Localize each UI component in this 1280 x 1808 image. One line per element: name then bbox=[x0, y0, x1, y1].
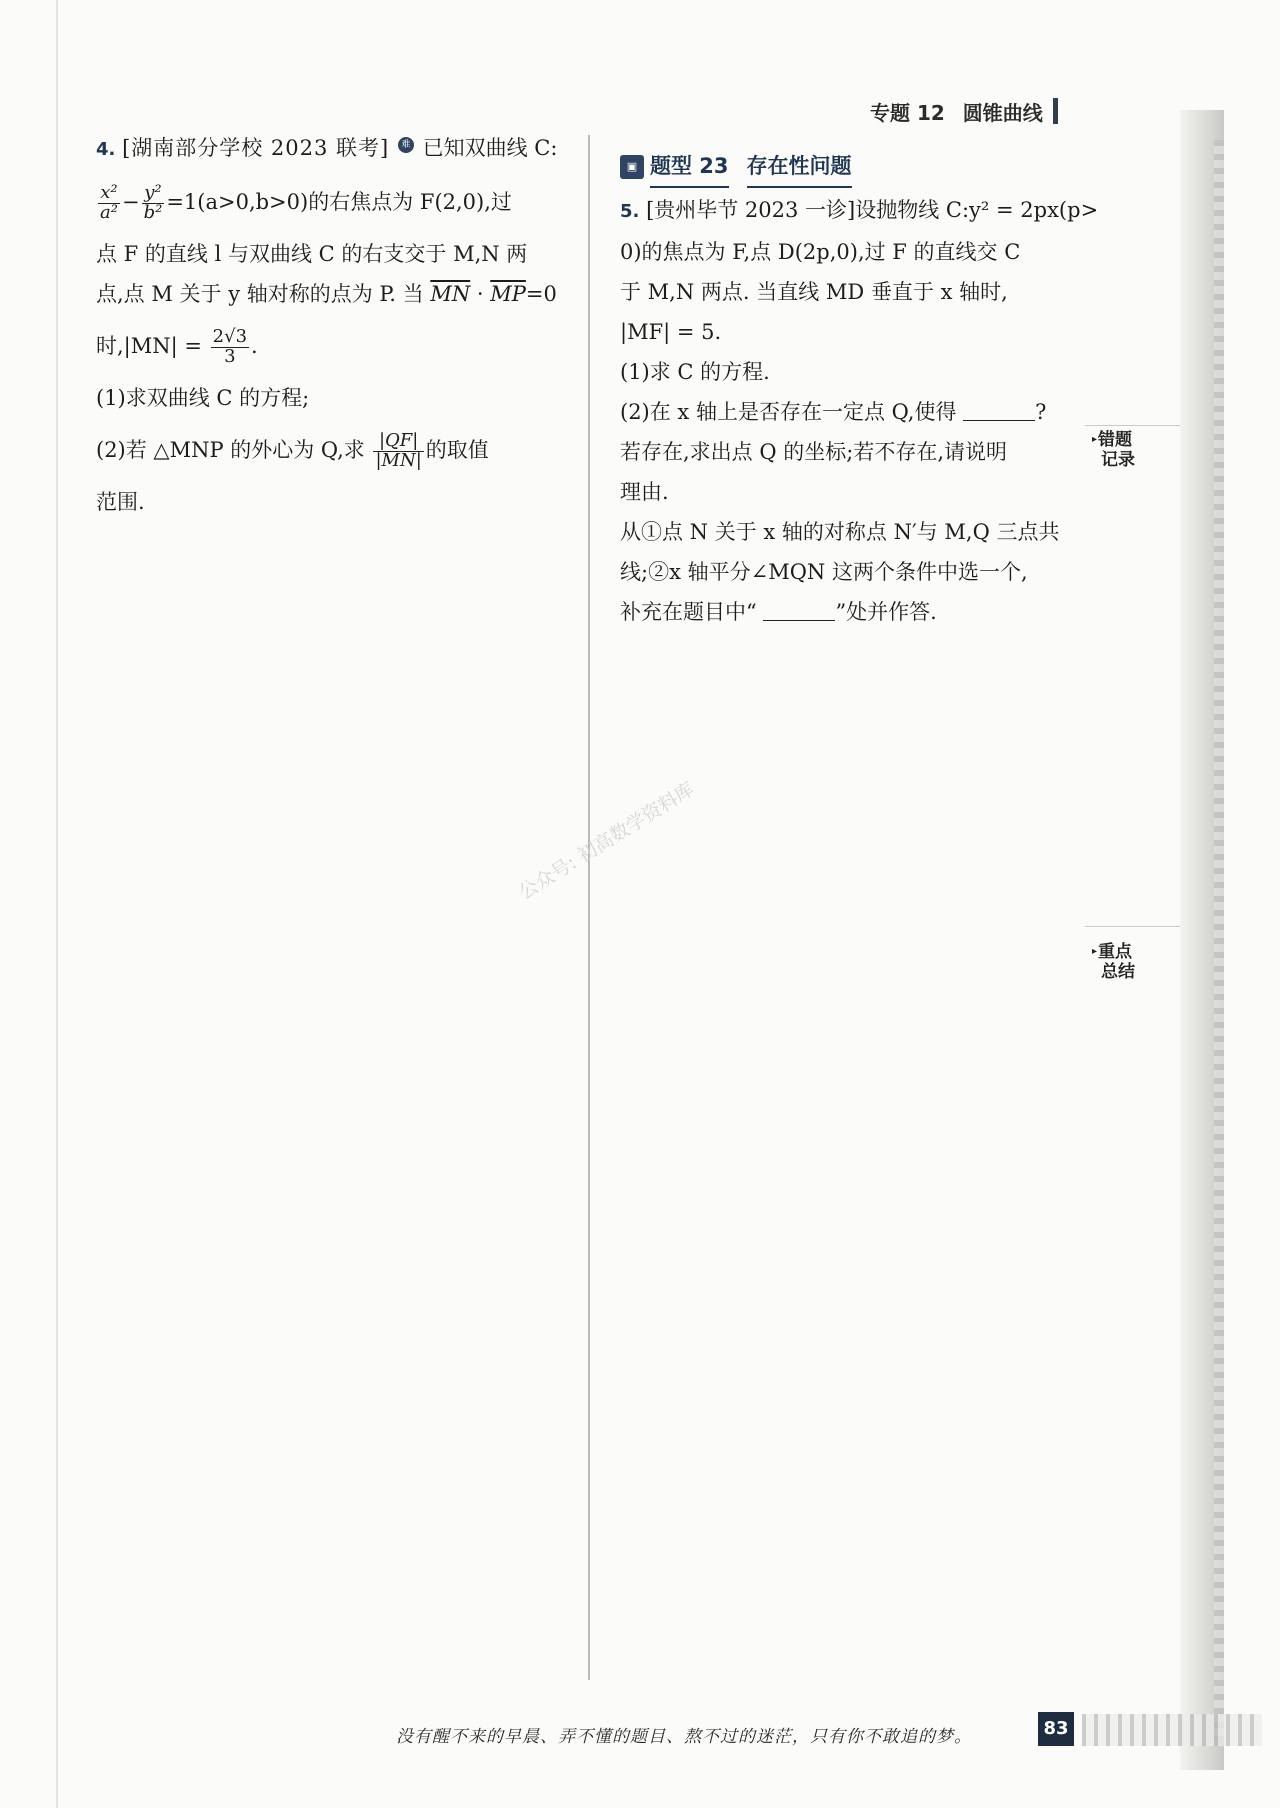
mistakes-line-1: 错题 bbox=[1098, 430, 1133, 450]
mistakes-line-2: 记录 bbox=[1101, 450, 1135, 470]
q5-line-3: 于 M,N 两点. 当直线 MD 垂直于 x 轴时, bbox=[620, 280, 1008, 304]
page-header bbox=[870, 96, 1058, 126]
q4-frac-y-den: b² bbox=[143, 202, 163, 223]
q5-number: 5. bbox=[620, 201, 640, 222]
q4-line-5-text: 时,|MN| = bbox=[96, 334, 202, 358]
q4-ratio-num: |QF| bbox=[373, 432, 423, 452]
q4-frac-x-den: a² bbox=[100, 202, 118, 223]
key-summary-label bbox=[1092, 942, 1135, 982]
q4-part-2-end: 的取值 bbox=[425, 438, 489, 462]
page-stack-edge bbox=[1214, 140, 1224, 1740]
q5-line-1-text: [贵州毕节 2023 一诊]设抛物线 C:y² = 2px(p> bbox=[646, 198, 1099, 222]
q4-ratio-den: |MN| bbox=[375, 450, 422, 471]
arrow-icon: ▸ bbox=[1092, 434, 1098, 445]
q4-line-3: 点 F 的直线 l 与双曲线 C 的右支交于 M,N 两 bbox=[96, 242, 528, 266]
fill-in-blank-2 bbox=[763, 598, 835, 621]
q4-frac-y bbox=[142, 184, 165, 223]
q5-line-1 bbox=[620, 190, 1099, 232]
q4-equation-line: $\frac{\text{x²}}{\text{a²}}$ − $\frac{\text{y²}}{\text{b²}}$ =1(a>0,b>0)的右焦点为 F(2,0),过 bbox=[100, 182, 512, 223]
q4-source: [湖南部分学校 2023 联考] bbox=[122, 136, 390, 160]
header-bar-icon bbox=[1053, 98, 1058, 124]
q4-equation-rest: =1(a>0,b>0)的右焦点为 F(2,0),过 bbox=[166, 190, 512, 214]
q4-part-2-text: (2)若 △MNP 的外心为 Q,求 bbox=[96, 438, 365, 462]
fill-in-blank bbox=[963, 398, 1035, 421]
q4-line-4-end: =0 bbox=[525, 282, 557, 306]
q4-line-5-end: . bbox=[251, 334, 258, 358]
q4-line-4-text: 点,点 M 关于 y 轴对称的点为 P. 当 bbox=[96, 282, 431, 306]
vector-mp: $\overline{MP}$ bbox=[490, 282, 526, 306]
topic-name: 圆锥曲线 bbox=[962, 100, 1043, 125]
q4-frac-x bbox=[98, 184, 120, 223]
footer-motto: 没有醒不来的早晨、弄不懂的题目、熬不过的迷茫，只有你不敢追的梦。 bbox=[396, 1727, 972, 1747]
q4-mn-num: 2√3 bbox=[212, 326, 248, 348]
difficulty-tag-icon: 难 bbox=[398, 137, 414, 153]
question-5 bbox=[620, 150, 1099, 632]
q5-line-11 bbox=[620, 592, 1090, 632]
summary-line-1: 重点 bbox=[1098, 942, 1133, 962]
q5-line-9: 从①点 N 关于 x 轴的对称点 N′与 M,Q 三点共 bbox=[620, 520, 1060, 544]
q5-line-11-text: 补充在题目中“ bbox=[620, 600, 757, 624]
q5-part-2-end: ? bbox=[1035, 400, 1047, 424]
q4-frac-x-num: x² bbox=[98, 184, 120, 204]
q5-line-7: 若存在,求出点 Q 的坐标;若不存在,请说明 bbox=[620, 440, 1007, 464]
dot-operator: · bbox=[470, 282, 491, 306]
section-label: 题型 23 bbox=[650, 146, 729, 188]
watermark: 公众号: 初高数学资料库 bbox=[514, 778, 699, 905]
mistakes-record-label bbox=[1092, 430, 1135, 470]
question-4 bbox=[96, 128, 574, 522]
q5-part-2 bbox=[620, 392, 1090, 432]
q4-part-2 bbox=[96, 418, 574, 482]
arrow-icon: ▸ bbox=[1092, 946, 1098, 957]
q5-part-2-text: (2)在 x 轴上是否存在一定点 Q,使得 bbox=[620, 400, 957, 424]
q5-line-8: 理由. bbox=[620, 480, 669, 504]
q4-intro: 已知双曲线 C: bbox=[422, 136, 558, 160]
q5-line-4: |MF| = 5. bbox=[620, 320, 722, 344]
q5-part-1: (1)求 C 的方程. bbox=[620, 360, 770, 384]
section-name: 存在性问题 bbox=[747, 146, 852, 188]
q4-frac-y-num: y² bbox=[142, 184, 165, 204]
page-left-edge bbox=[56, 0, 58, 1808]
q4-part-2-cont: 范围. bbox=[96, 490, 145, 514]
sidebar-rule-mid bbox=[1085, 926, 1180, 927]
vector-mn: $\overline{MN}$ bbox=[430, 282, 471, 306]
page-number: 83 bbox=[1038, 1712, 1074, 1746]
q4-part-1: (1)求双曲线 C 的方程; bbox=[96, 386, 310, 410]
q4-number: 4. bbox=[96, 139, 116, 160]
sidebar-rule-top bbox=[1085, 425, 1180, 426]
column-divider bbox=[588, 135, 590, 1680]
q4-mn-den: 3 bbox=[224, 346, 236, 367]
summary-line-2: 总结 bbox=[1101, 962, 1135, 982]
q5-line-11-end: ”处并作答. bbox=[835, 600, 937, 624]
q4-line-1 bbox=[96, 128, 574, 170]
q4-mn-fraction bbox=[211, 328, 249, 367]
topic-number: 专题 12 bbox=[870, 100, 945, 125]
q4-line-4 bbox=[96, 274, 574, 314]
q5-line-2: 0)的焦点为 F,点 D(2p,0),过 F 的直线交 C bbox=[620, 240, 1021, 264]
q4-line-5 bbox=[96, 314, 574, 378]
page-stack-bottom bbox=[1082, 1714, 1262, 1746]
q5-line-10: 线;②x 轴平分∠MQN 这两个条件中选一个, bbox=[620, 560, 1028, 584]
section-title bbox=[620, 150, 1090, 184]
q4-ratio-fraction bbox=[373, 432, 423, 471]
section-icon: ▣ bbox=[620, 155, 644, 179]
